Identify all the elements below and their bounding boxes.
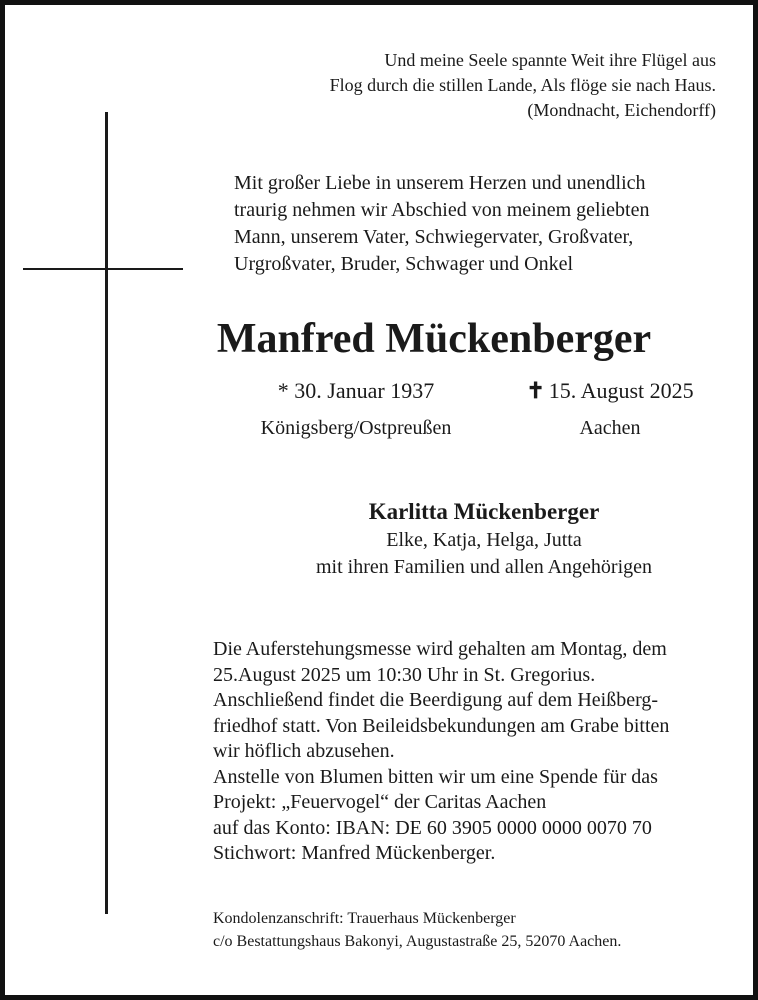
deceased-name: Manfred Mückenberger	[216, 316, 652, 362]
footer-line: Kondolenzanschrift: Trauerhaus Mückenberger	[213, 910, 516, 927]
notice-line: Anstelle von Blumen bitten wir um eine Spende für das	[213, 765, 658, 788]
notice-line: Die Auferstehungsmesse wird gehalten am Montag, dem	[213, 638, 667, 660]
death-date-row	[505, 375, 715, 407]
notice-line: auf das Konto: IBAN: DE 60 3905 0000 0000 0070 70	[213, 816, 652, 839]
death-date: 15. August 2025	[548, 378, 694, 403]
intro-text	[234, 170, 649, 278]
death-cross-icon: ✝	[526, 378, 545, 403]
poem-line: Und meine Seele spannte Weit ihre Flügel aus	[384, 50, 716, 70]
death-place: Aachen	[579, 417, 641, 439]
intro-line: Urgroßvater, Bruder, Schwager und Onkel	[234, 253, 574, 275]
footer-line: c/o Bestattungshaus Bakonyi, Augustastraße 25, 52070 Aachen.	[213, 933, 622, 950]
condolence-address	[213, 907, 621, 953]
intro-line: Mann, unserem Vater, Schwiegervater, Großvater,	[234, 226, 634, 248]
mourners-block	[5, 497, 758, 581]
poem-line: Flog durch die stillen Lande, Als flöge sie nach Haus.	[329, 75, 716, 95]
cross-horizontal-bar	[23, 268, 183, 270]
birth-place: Königsberg/Ostpreußen	[260, 417, 452, 439]
service-notice	[213, 637, 669, 867]
mourner-families: mit ihren Familien und allen Angehörigen	[315, 556, 653, 578]
notice-line: 25.August 2025 um 10:30 Uhr in St. Gregorius.	[213, 663, 596, 686]
mourner-children: Elke, Katja, Helga, Jutta	[386, 529, 582, 551]
notice-line: Anschließend findet die Beerdigung auf dem Heißberg-	[213, 689, 659, 711]
poem-source: (Mondnacht, Eichendorff)	[527, 100, 716, 120]
notice-line: friedhof statt. Von Beileidsbekundungen am Grabe bitten	[213, 714, 670, 737]
birth-date: * 30. Januar 1937	[277, 378, 435, 403]
notice-line: Projekt: „Feuervogel“ der Caritas Aachen	[213, 791, 547, 813]
poem-quote	[330, 48, 716, 123]
notice-line: Stichwort: Manfred Mückenberger.	[213, 842, 496, 864]
mourner-spouse: Karlitta Mückenberger	[368, 499, 600, 524]
intro-line: Mit großer Liebe in unserem Herzen und unendlich	[234, 172, 646, 194]
intro-line: traurig nehmen wir Abschied von meinem geliebten	[234, 199, 650, 221]
notice-line: wir höflich abzusehen.	[213, 740, 395, 762]
